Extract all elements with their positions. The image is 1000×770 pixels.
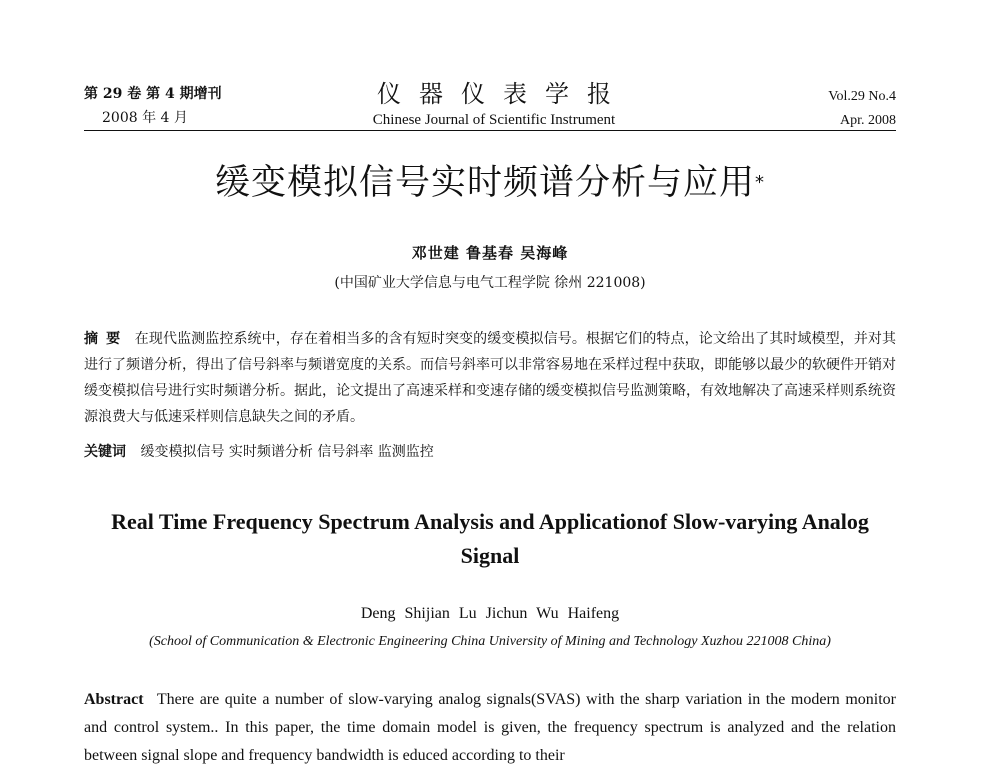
affiliation-en: (School of Communication & Electronic Engineering China University of Mining and Technology Xuzhou 221008 China) [149,634,831,649]
keywords-cn [84,441,896,463]
title-en: Real Time Frequency Spectrum Analysis and Applicationof Slow-varying Analog Signal [111,509,869,568]
header-left [84,82,222,130]
keywords-cn-text: 缓变模拟信号 实时频谱分析 信号斜率 监测监控 [140,444,434,460]
abstract-en-label: Abstract [84,691,144,708]
abstract-cn-text: 在现代监测监控系统中，存在着相当多的含有短时突变的缓变模拟信号。根据它们的特点，论文给出了其时域模型，并对其进行了频谱分析，得出了信号斜率与频谱宽度的关系。而信号斜率可以非常容易地在采样过程中获取，即能够以最少的软硬件开销对缓变模拟信号进行实时频谱分析。据此，论文提出了高速采样和变速存储的缓变模拟信号监测策略，有效地解决了高速采样则系统资源浪费大与低速采样则信息缺失之间的矛盾。 [84,331,897,425]
abstract-cn-label: 摘要 [84,331,129,347]
authors-en: Deng Shijian Lu Jichun Wu Haifeng [360,605,620,622]
title-cn-text: 缓变模拟信号实时频谱分析与应用 [214,163,755,203]
journal-name-cn: 仪器仪表学报 [377,80,629,108]
volume-cn: 第 29 卷 第 4 期增刊 [84,86,222,102]
title-cn [84,160,896,206]
journal-name-en: Chinese Journal of Scientific Instrument [372,112,616,128]
abstract-en-text: There are quite a number of slow-varying analog signals(SVAS) with the sharp variation in the modern monitor and control system.. In this paper, the time domain model is given, the frequency spectrum is analyzed and the relation between signal slope and frequency bandwidth is educed according to their [84,691,897,764]
affiliation-cn: (中国矿业大学信息与电气工程学院 徐州 221008) [334,275,646,291]
volume-en: Vol.29 No.4 [828,89,896,104]
header-rule [84,130,896,131]
abstract-cn [84,326,896,430]
date-en: Apr. 2008 [840,113,896,128]
journal-header [84,82,896,132]
authors-cn: 邓世建 鲁基春 吴海峰 [411,244,569,262]
header-right [828,85,896,133]
keywords-cn-label: 关键词 [84,444,126,460]
journal-name [344,80,644,130]
title-footnote-mark: * [755,172,765,193]
date-cn: 2008 年 4 月 [102,110,188,126]
abstract-en [84,686,896,770]
